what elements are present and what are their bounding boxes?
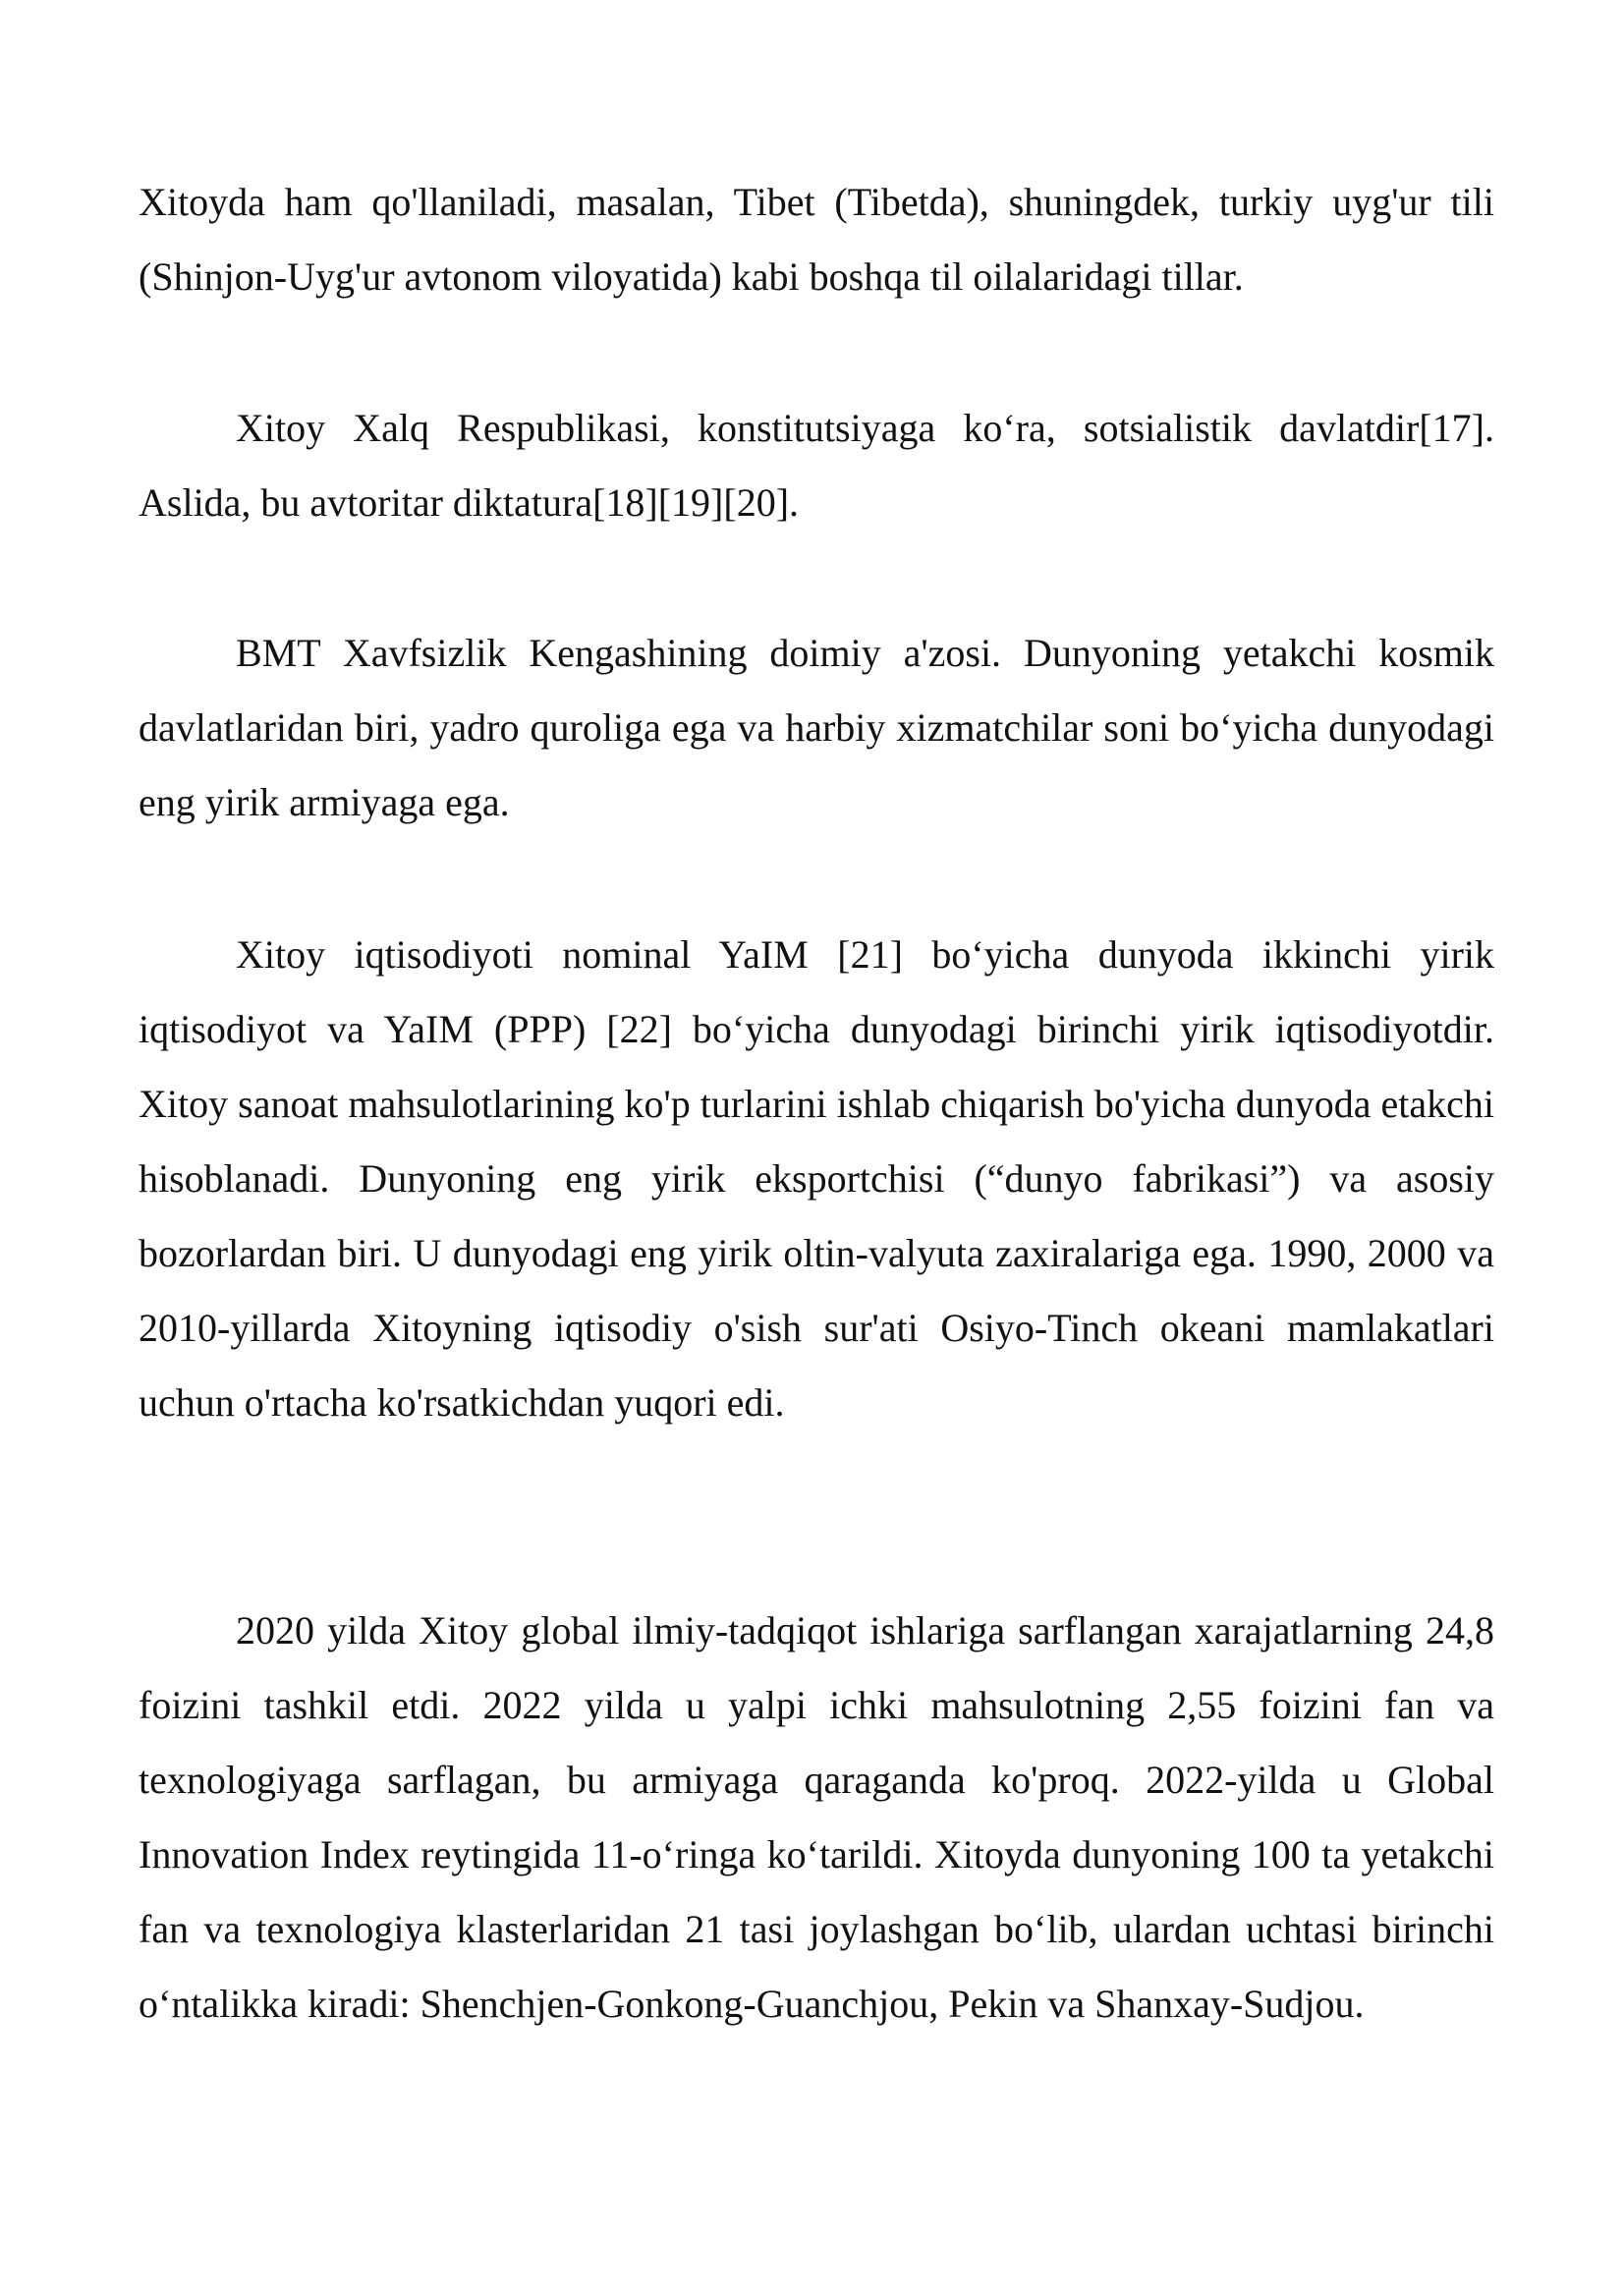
paragraph-government: Xitoy Xalq Respublikasi, konstitutsiyaga ko‘ra, sotsialistik davlatdir[17]. Aslida, bu avtoritar diktatura[18][19][20]. [139,406,1494,525]
paragraph-economy: Xitoy iqtisodiyoti nominal YaIM [21] bo‘yicha dunyoda ikkinchi yirik iqtisodiyot va YaIM (PPP) [22] bo‘yicha dunyodagi birinchi yirik iqtisodiyotdir. Xitoy sanoat mahsulotlarining ko'p turlarini ishlab chiqarish bo'yicha dunyoda etakchi hisoblanadi. Dunyoning eng yirik eksportchisi (“dunyo fabrikasi”) va asosiy bozorlardan biri. U dunyodagi eng yirik oltin-valyuta zaxiralariga ega. 1990, 2000 va 2010-yillarda Xitoyning iqtisodiy o'sish sur'ati Osiyo-Tinch okeani mamlakatlari uchun o'rtacha ko'rsatkichdan yuqori edi. [139,932,1494,1425]
paragraph-languages: Xitoyda ham qo'llaniladi, masalan, Tibet (Tibetda), shuningdek, turkiy uyg'ur tili (Shinjon-Uyg'ur avtonom viloyatida) kabi boshqa til oilalaridagi tillar. [139,180,1494,299]
paragraph-security-council: BMT Xavfsizlik Kengashining doimiy a'zosi. Dunyoning yetakchi kosmik davlatlaridan biri, yadro quroliga ega va harbiy xizmatchilar soni bo‘yicha dunyodagi eng yirik armiyaga ega. [139,631,1494,824]
paragraph-science: 2020 yilda Xitoy global ilmiy-tadqiqot ishlariga sarflangan xarajatlarning 24,8 foizini tashkil etdi. 2022 yilda u yalpi ichki mahsulotning 2,55 foizini fan va texnologiyaga sarflagan, bu armiyaga qaraganda ko'proq. 2022-yilda u Global Innovation Index reytingida 11-o‘ringa ko‘tarildi. Xitoyda dunyoning 100 ta yetakchi fan va texnologiya klasterlaridan 21 tasi joylashgan bo‘lib, ulardan uchtasi birinchi o‘ntalikka kiradi: Shenchjen-Gonkong-Guanchjou, Pekin va Shanxay-Sudjou. [139,1608,1494,2026]
